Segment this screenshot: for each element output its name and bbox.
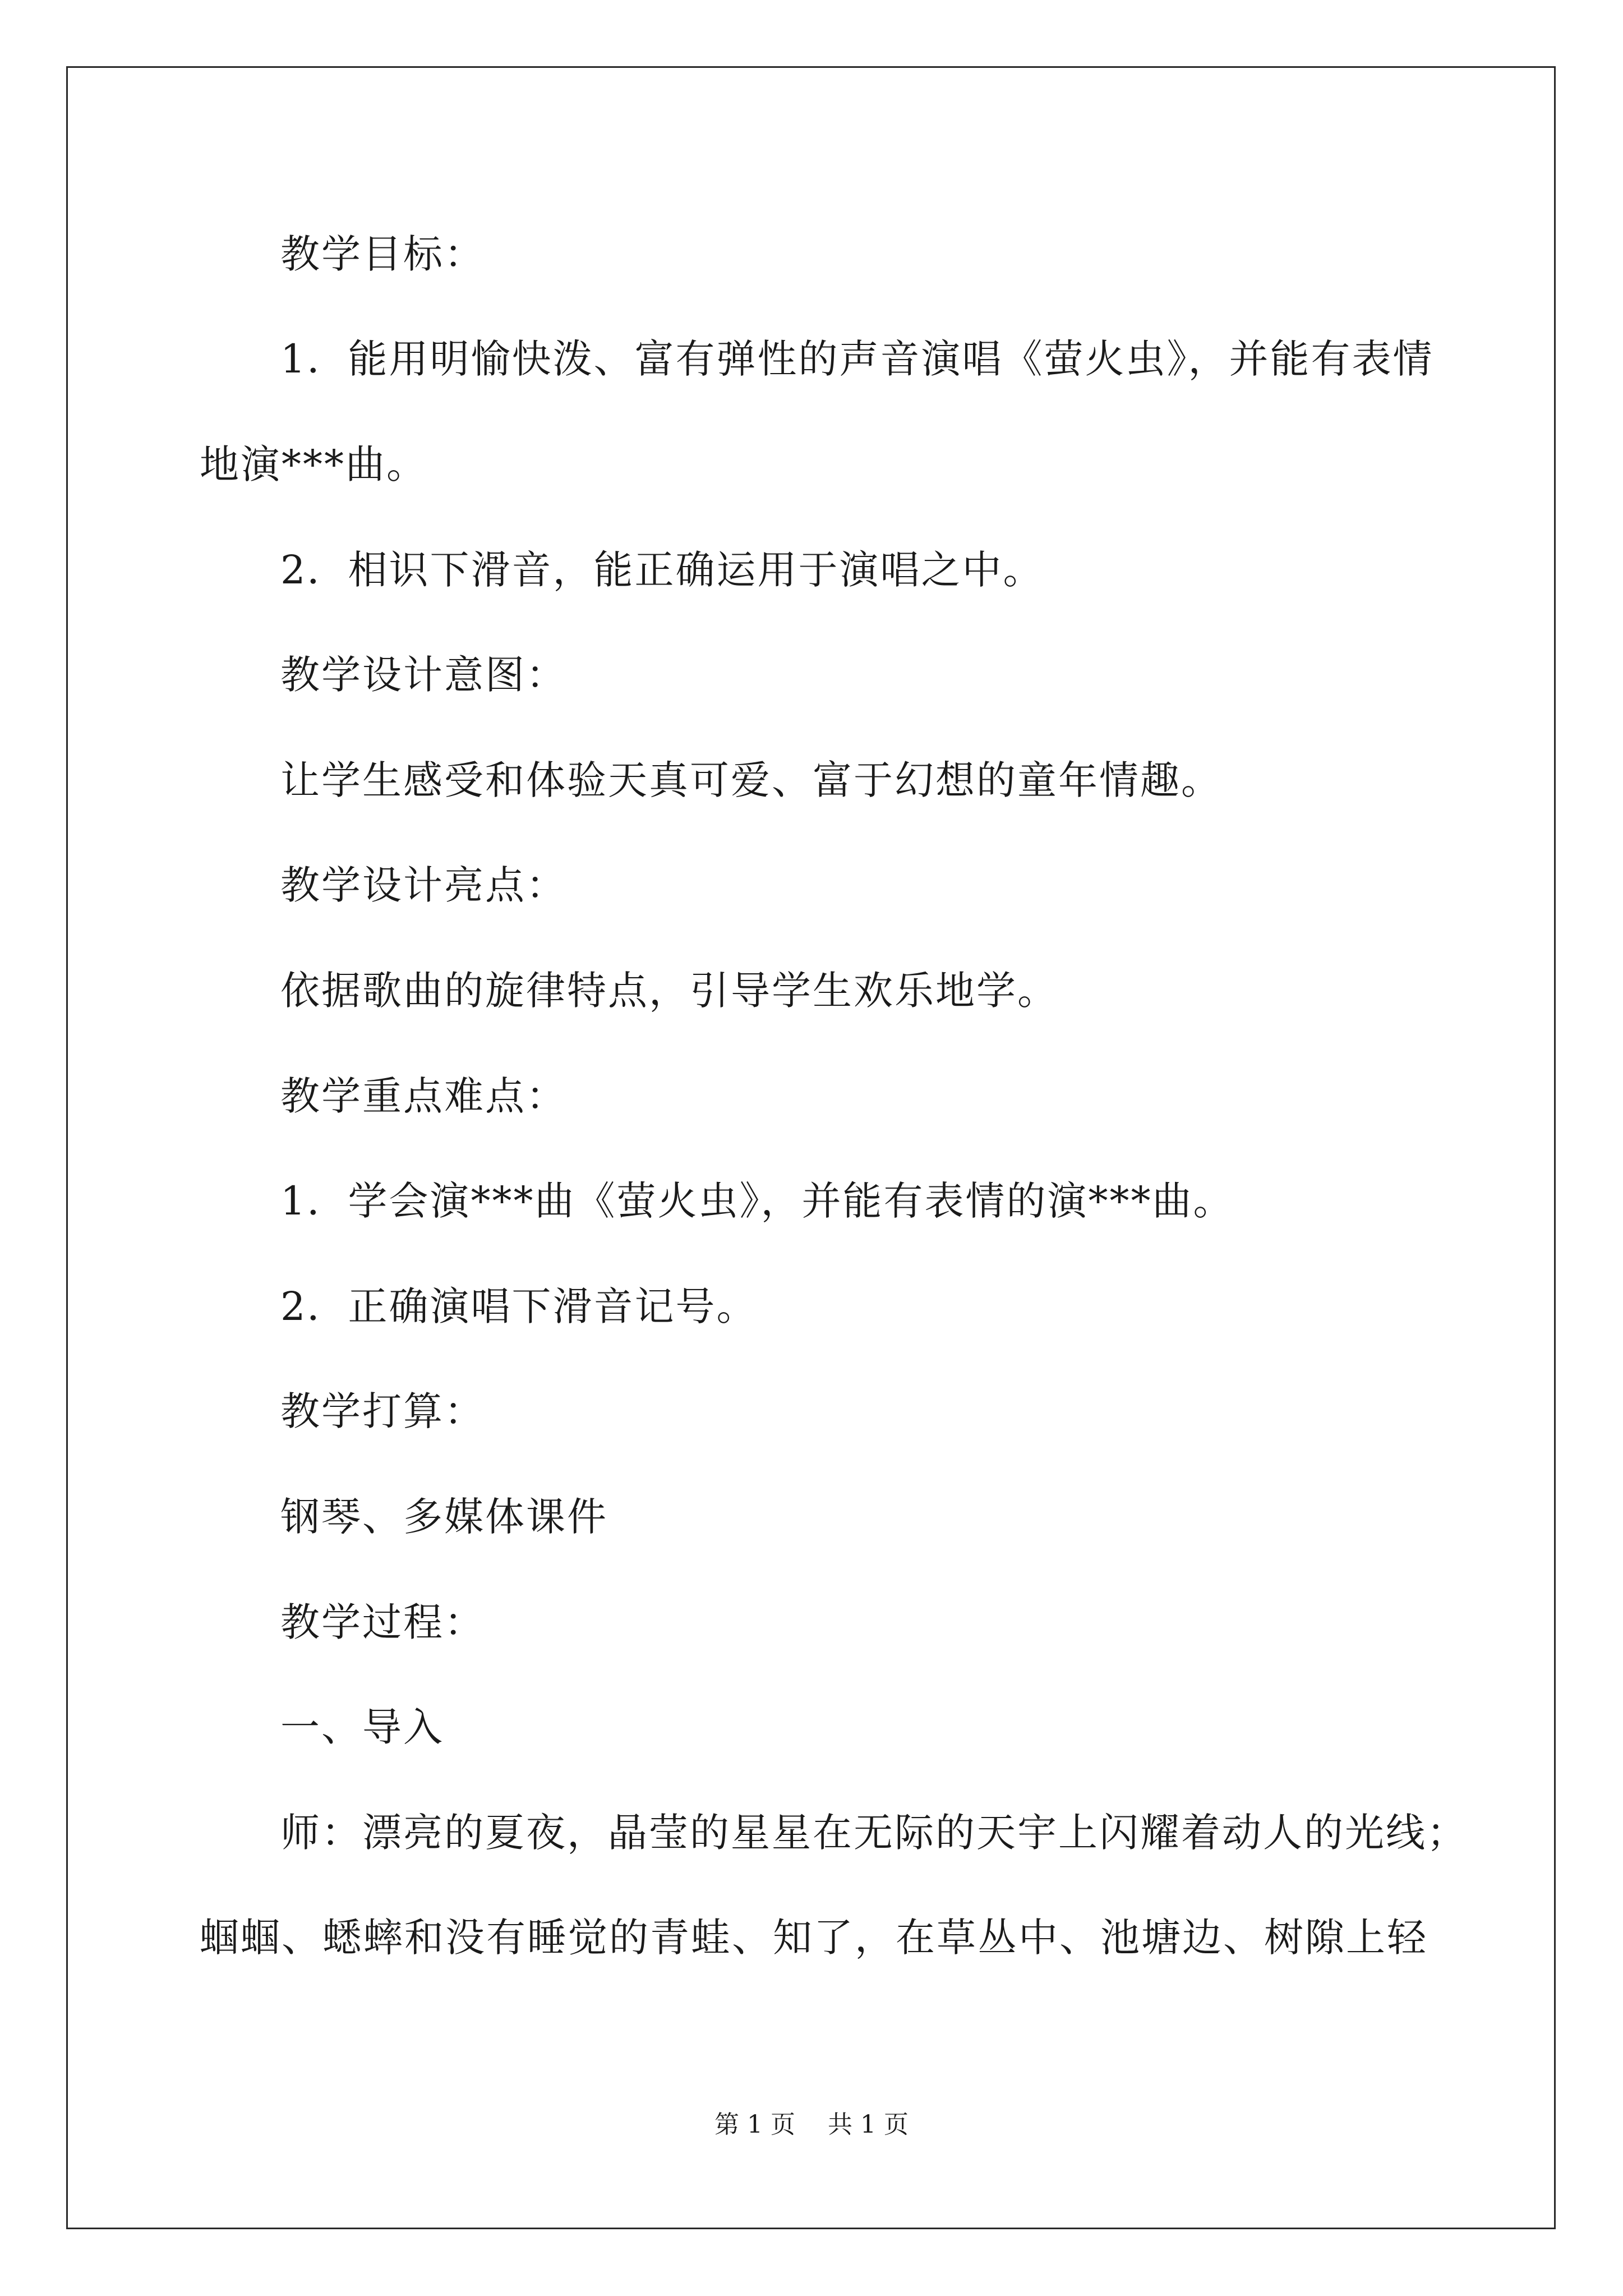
goal-item-2: 2．相识下滑音，能正确运用于演唱之中。	[280, 547, 1044, 593]
heading-process: 教学过程：	[280, 1599, 485, 1645]
design-intent-text: 让学生感受和体验天真可爱、富于幻想的童年情趣。	[280, 757, 1222, 803]
teacher-speech-line-2: 蝈蝈、蟋蟀和没有睡觉的青蛙、知了，在草丛中、池塘边、树隙上轻	[200, 1915, 1428, 1961]
heading-preparation: 教学打算：	[280, 1388, 485, 1434]
goal-item-1: 1．能用明愉快泼、富有弹性的声音演唱《萤火虫》，并能有表情	[280, 336, 1434, 382]
teacher-speech-line-1: 师：漂亮的夏夜，晶莹的星星在无际的天宇上闪耀着动人的光线；	[280, 1810, 1468, 1856]
page-border	[66, 66, 1556, 2229]
page-total: 共 1 页	[828, 2110, 909, 2139]
design-highlight-text: 依据歌曲的旋律特点，引导学生欢乐地学。	[280, 968, 1058, 1014]
page-footer	[0, 2108, 1623, 2142]
process-step-intro: 一、导入	[280, 1704, 444, 1750]
key-point-1: 1．学会演***曲《萤火虫》，并能有表情的演***曲。	[280, 1178, 1234, 1224]
heading-design-intent: 教学设计意图：	[280, 652, 567, 698]
key-point-2: 2．正确演唱下滑音记号。	[280, 1283, 758, 1329]
heading-key-points: 教学重点难点：	[280, 1073, 567, 1119]
heading-design-highlight: 教学设计亮点：	[280, 862, 567, 908]
heading-teaching-goals: 教学目标：	[280, 231, 485, 277]
goal-item-1-continued: 地演***曲。	[200, 441, 427, 487]
preparation-text: 钢琴、多媒体课件	[280, 1494, 608, 1540]
page-number: 第 1 页	[714, 2110, 795, 2139]
